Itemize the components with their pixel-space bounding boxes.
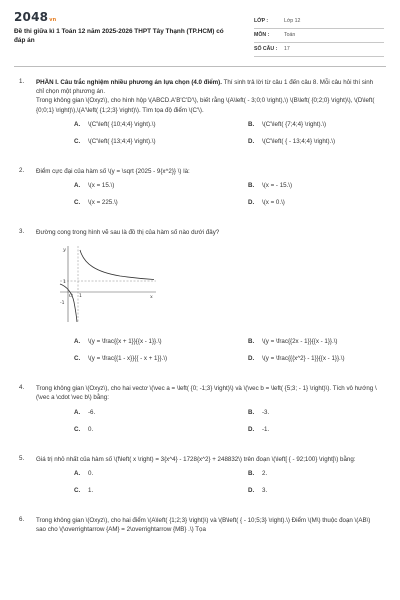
exam-meta (254, 15, 384, 57)
header-divider (14, 66, 386, 67)
option-b[interactable]: B. \(C'\left( {7;4;4} \right).\) (248, 120, 327, 128)
question-number: 6. (19, 515, 25, 523)
question-1 (0, 78, 400, 155)
question-number: 1. (19, 78, 25, 85)
options (36, 121, 382, 155)
option-c[interactable]: C. \(y = \frac{{1 - x}}{{ - x + 1}}.\) (74, 355, 168, 363)
option-a[interactable]: A. -6. (74, 408, 96, 416)
origin-label: O (69, 294, 73, 300)
meta-value: 17 (284, 46, 290, 52)
option-b[interactable]: B. 2. (248, 469, 268, 477)
meta-class-row (254, 15, 384, 29)
meta-label: SỐ CÂU : (254, 46, 278, 52)
question-text: Điểm cực đại của hàm số \(y = \sqrt {2025 - 9{x^2}} \) là: (36, 167, 190, 175)
option-a[interactable]: A. \(x = 15.\) (74, 182, 115, 190)
question-list (0, 78, 400, 546)
x-axis-label: x (150, 294, 153, 301)
options (36, 182, 382, 216)
meta-count-row (254, 43, 384, 57)
option-a[interactable]: A. \(C'\left( {10;4;4} \right).\) (74, 120, 156, 128)
graph-branch-right (80, 250, 154, 280)
option-c[interactable]: C. \(x = 225.\) (74, 199, 118, 207)
y-axis-label: y (63, 247, 66, 254)
y-tick-label: 1 (63, 280, 66, 286)
document-header (0, 0, 400, 66)
question-number: 5. (19, 454, 25, 462)
option-d[interactable]: D. \(C'\left( { - 13;4;4} \right).\) (248, 137, 336, 145)
meta-label: LỚP : (254, 18, 269, 24)
meta-label: MÔN : (254, 32, 270, 38)
function-graph (56, 242, 166, 324)
question-number: 4. (19, 384, 25, 392)
option-b[interactable]: B. \(x = - 15.\) (248, 182, 293, 190)
question-text: Đường cong trong hình vẽ sau là đồ thị của hàm số nào dưới đây? (36, 229, 220, 237)
question-6 (0, 516, 400, 534)
meta-value: Toán (284, 32, 296, 38)
option-c[interactable]: C. \(C'\left( {13;4;4} \right).\) (74, 137, 156, 145)
option-b[interactable]: B. -3. (248, 408, 270, 416)
question-text: PHẦN I. Câu trắc nghiệm nhiều phương án lựa chọn (4.0 điểm). Thí sinh trả lời từ câu 1 đến câu 8. Mỗi câu hỏi thí sinh chỉ chọn một phương án. Trong không gian \(Oxyz\), cho hình hộp \(ABCD.A'B'C'D'\), biết rằng \(A\left( - 3;0;0 \right),\) \(B\left( {0;2;0} \right)\), \(D\left( {0;0;1} \right)\),\(A'\left( {1;2;3} \right)\). Tìm tọa độ điểm \(C'\). (36, 79, 375, 114)
x-tick-label: 1 (79, 294, 82, 300)
y-tick-label-negative: -1 (60, 301, 65, 307)
option-a[interactable]: A. \(y = \frac{{x + 1}}{{x - 1}}.\) (74, 338, 162, 346)
question-3 (0, 228, 400, 372)
part-heading: PHẦN I. Câu trắc nghiệm nhiều phương án lựa chọn (4.0 điểm). (36, 79, 222, 86)
site-logo[interactable]: 2048vn (14, 10, 57, 24)
option-a[interactable]: A. 0. (74, 469, 94, 477)
option-d[interactable]: D. -1. (248, 425, 270, 433)
exam-title: Đề thi giữa kì 1 Toán 12 năm 2025-2026 THPT Tây Thạnh (TP.HCM) có đáp án (14, 28, 224, 44)
question-text: Trong không gian \(Oxyz\), cho hai điểm \(A\left( {1;2;3} \right)\) và \(B\left( { - 10;5;3} \right).\) Điểm \(M\) thuộc đoạn \(AB\) sao cho \(\overrightarrow {AM} = 2\overrightarrow {MB} .\) Tọa (36, 516, 371, 534)
meta-subject-row (254, 29, 384, 43)
options (36, 409, 382, 443)
options (36, 470, 382, 504)
question-4 (0, 384, 400, 442)
meta-value: Lớp 12 (284, 18, 301, 24)
question-text: Trong không gian \(Oxyz\), cho hai vectơ \(\vec a = \left( {0; -1;3} \right)\) và \(\vec b = \left( {5;3; - 1} \right)\). Tích vô hướng \(\vec a \cdot \vec b\) bằng: (36, 385, 377, 402)
option-b[interactable]: B. \(y = \frac{{2x - 1}}{{x - 1}}.\) (248, 338, 338, 346)
question-number: 2. (19, 166, 25, 174)
question-number: 3. (19, 228, 25, 236)
options (36, 338, 382, 372)
option-c[interactable]: C. 1. (74, 486, 94, 494)
option-c[interactable]: C. 0. (74, 425, 94, 433)
option-d[interactable]: D. \(y = \frac{{{x^2} - 1}}{{x - 1}}.\) (248, 355, 345, 363)
question-5 (0, 455, 400, 504)
option-d[interactable]: D. 3. (248, 486, 268, 494)
question-text: Giá trị nhỏ nhất của hàm số \(f\left( x \right) = 3{x^4} - 1728{x^2} + 248832\) trên đoạn \(\left[ { - 92;100} \right]\) bằng: (36, 455, 356, 463)
option-d[interactable]: D. \(x = 0.\) (248, 199, 285, 207)
question-2 (0, 167, 400, 216)
